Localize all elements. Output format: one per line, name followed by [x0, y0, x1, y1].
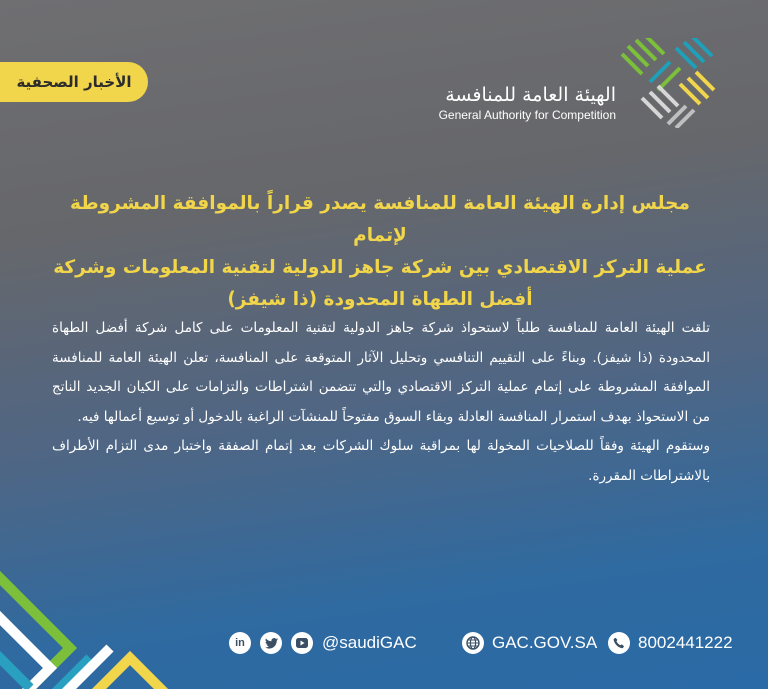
phone-icon — [608, 632, 630, 654]
social-group — [229, 626, 417, 660]
headline-line-1: مجلس إدارة الهيئة العامة للمنافسة يصدر قراراً بالموافقة المشروطة لإتمام — [70, 193, 690, 246]
press-news-badge — [0, 62, 148, 102]
phone-group — [608, 626, 733, 660]
social-handle[interactable]: @saudiGAC — [322, 633, 417, 652]
phone-number[interactable]: 8002441222 — [638, 633, 733, 652]
website-group — [462, 626, 597, 660]
contact-footer — [0, 626, 768, 660]
youtube-icon[interactable] — [291, 632, 313, 654]
website-link[interactable]: GAC.GOV.SA — [492, 633, 598, 652]
decorative-corner-pattern — [0, 528, 175, 689]
linkedin-icon[interactable]: in — [229, 632, 251, 654]
press-news-label: الأخبار الصحفية — [16, 73, 132, 91]
body-paragraph-2: وستقوم الهيئة وفقاً للصلاحيات المخولة لها بمراقبة سلوك الشركات بعد إتمام الصفقة واختبار مدى التزام الأطراف بالاشتراطات المقررة. — [52, 438, 710, 484]
headline — [50, 188, 710, 316]
body-paragraph-1: تلقت الهيئة العامة للمنافسة طلباً لاستحواذ شركة جاهز الدولية لتقنية المعلومات على كامل شركة أفضل الطهاة المحدودة (ذا شيفز). وبناءً على التقييم التنافسي وتحليل الآثار المتوقعة على المنافسة، تعلن الهيئة العامة للمنافسة الموافقة المشروطة على إتمام عملية التركز الاقتصادي والتي تتضمن اشتراطات والتزامات على الكيان الجديد الناتج من الاستحواذ بهدف استمرار المنافسة العادلة وبقاء السوق مفتوحاً للمنشآت الراغبة بالدخول أو توسيع أعمالها فيه. — [52, 320, 710, 425]
logo-english-name: General Authority for Competition — [438, 108, 616, 122]
logo-arabic-name: الهيئة العامة للمنافسة — [445, 84, 616, 106]
twitter-icon[interactable] — [260, 632, 282, 654]
headline-line-2: عملية التركز الاقتصادي بين شركة جاهز الدولية لتقنية المعلومات وشركة — [53, 257, 707, 278]
globe-icon — [462, 632, 484, 654]
gac-logo-icon — [620, 38, 716, 128]
press-release-body — [52, 314, 710, 491]
gac-logo-text — [439, 84, 616, 122]
headline-line-3: أفضل الطهاة المحدودة (ذا شيفز) — [227, 289, 533, 310]
